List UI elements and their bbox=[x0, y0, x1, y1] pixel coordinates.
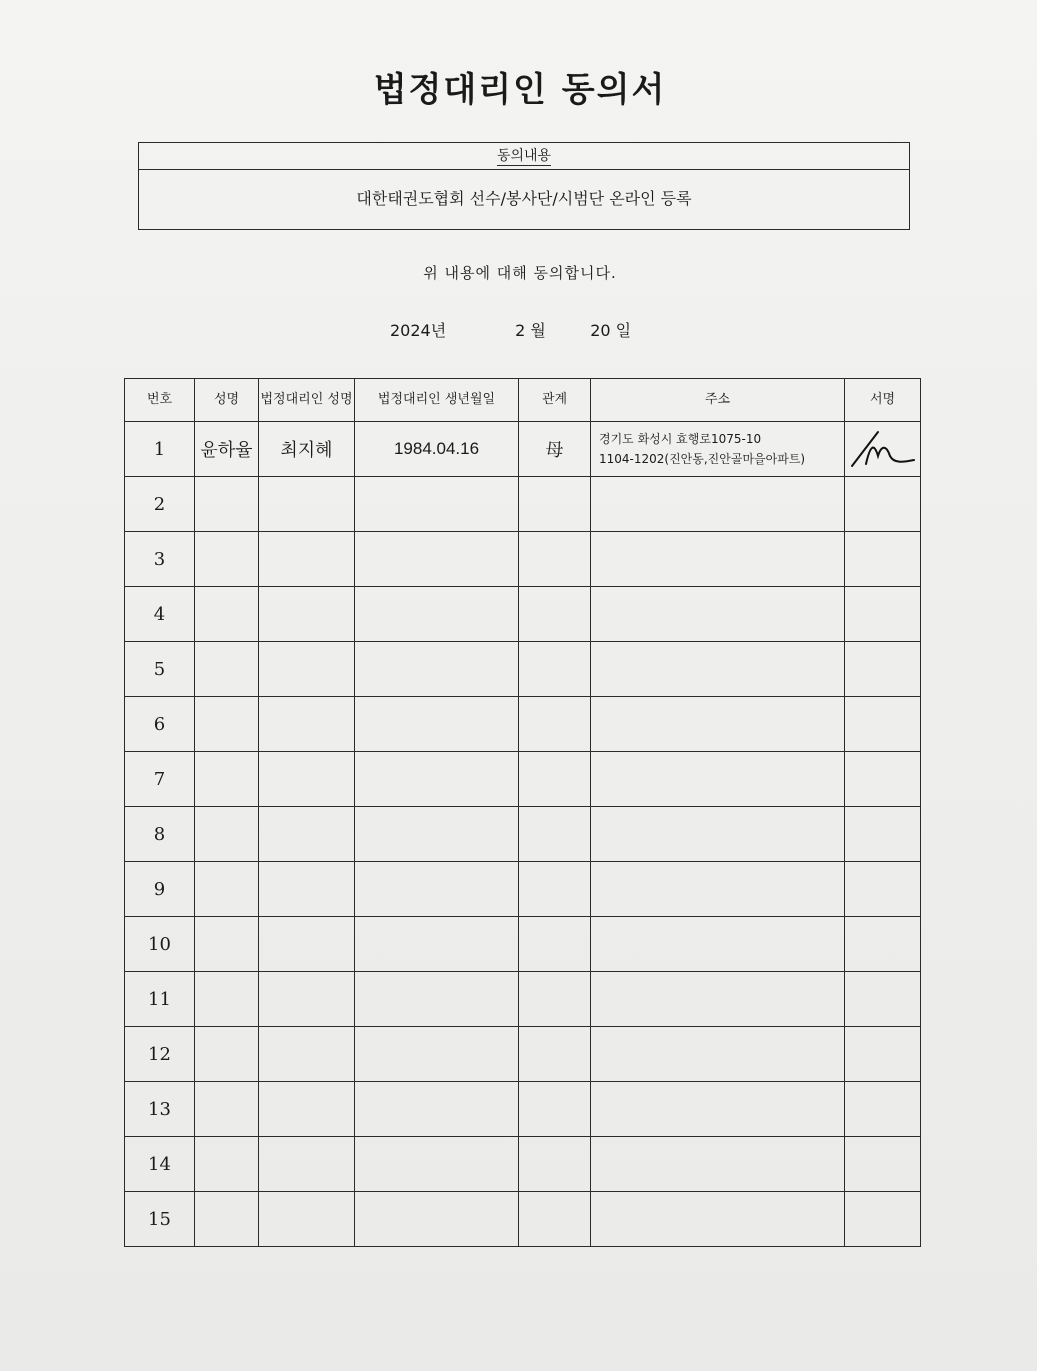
row-guardian-name bbox=[259, 532, 355, 587]
row-address bbox=[591, 477, 845, 532]
col-header-signature: 서명 bbox=[845, 379, 921, 422]
row-guardian-birth bbox=[355, 807, 519, 862]
col-header-guardian-birth: 법정대리인 생년월일 bbox=[355, 379, 519, 422]
row-signature bbox=[845, 917, 921, 972]
row-signature bbox=[845, 697, 921, 752]
row-number: 4 bbox=[125, 587, 195, 642]
table-row bbox=[125, 917, 921, 972]
row-relation bbox=[519, 1082, 591, 1137]
table-row bbox=[125, 807, 921, 862]
agreement-text: 위 내용에 대해 동의합니다. bbox=[423, 264, 617, 282]
row-relation bbox=[519, 587, 591, 642]
consent-header bbox=[139, 143, 909, 170]
row-name bbox=[195, 697, 259, 752]
row-signature bbox=[845, 1027, 921, 1082]
row-guardian-name bbox=[259, 697, 355, 752]
row-address bbox=[591, 1082, 845, 1137]
row-relation bbox=[519, 697, 591, 752]
row-name bbox=[195, 917, 259, 972]
date-year: 2024년 bbox=[390, 321, 447, 340]
consent-box bbox=[138, 142, 910, 230]
document-title: 법정대리인 동의서 bbox=[373, 70, 667, 110]
row-number: 5 bbox=[125, 642, 195, 697]
row-number: 9 bbox=[125, 862, 195, 917]
table-header-row bbox=[125, 379, 921, 422]
row-guardian-name bbox=[259, 587, 355, 642]
date-day: 20 일 bbox=[590, 321, 632, 340]
row-name: 윤하율 bbox=[195, 422, 259, 477]
row-address bbox=[591, 697, 845, 752]
row-guardian-birth bbox=[355, 1082, 519, 1137]
handwritten-signature bbox=[848, 426, 918, 472]
row-address bbox=[591, 752, 845, 807]
row-relation bbox=[519, 642, 591, 697]
row-relation bbox=[519, 1027, 591, 1082]
row-signature bbox=[845, 807, 921, 862]
consent-body: 대한태권도협회 선수/봉사단/시범단 온라인 등록 bbox=[356, 189, 692, 208]
row-address bbox=[591, 807, 845, 862]
row-guardian-name bbox=[259, 917, 355, 972]
row-number: 11 bbox=[125, 972, 195, 1027]
row-number: 2 bbox=[125, 477, 195, 532]
row-signature bbox=[845, 642, 921, 697]
table-row bbox=[125, 477, 921, 532]
row-guardian-birth bbox=[355, 1027, 519, 1082]
row-relation bbox=[519, 807, 591, 862]
row-guardian-birth bbox=[355, 752, 519, 807]
row-guardian-name bbox=[259, 642, 355, 697]
row-address bbox=[591, 422, 845, 477]
row-number: 12 bbox=[125, 1027, 195, 1082]
row-guardian-birth bbox=[355, 862, 519, 917]
row-signature bbox=[845, 752, 921, 807]
row-relation bbox=[519, 972, 591, 1027]
row-guardian-birth bbox=[355, 587, 519, 642]
address-line-2: 1104-1202(진안동,진안골마을아파트) bbox=[599, 452, 806, 466]
col-header-address: 주소 bbox=[591, 379, 845, 422]
row-name bbox=[195, 1192, 259, 1247]
row-relation bbox=[519, 752, 591, 807]
date-month: 2 월 bbox=[515, 321, 546, 340]
col-header-name: 성명 bbox=[195, 379, 259, 422]
row-relation bbox=[519, 1192, 591, 1247]
document-sheet bbox=[90, 0, 950, 1371]
table-row bbox=[125, 697, 921, 752]
row-relation bbox=[519, 532, 591, 587]
row-relation bbox=[519, 477, 591, 532]
row-guardian-name bbox=[259, 752, 355, 807]
row-name bbox=[195, 1137, 259, 1192]
row-guardian-birth bbox=[355, 972, 519, 1027]
row-guardian-birth bbox=[355, 477, 519, 532]
row-name bbox=[195, 532, 259, 587]
row-name bbox=[195, 972, 259, 1027]
row-address bbox=[591, 862, 845, 917]
row-address bbox=[591, 642, 845, 697]
row-guardian-birth bbox=[355, 642, 519, 697]
row-number: 7 bbox=[125, 752, 195, 807]
row-number: 1 bbox=[125, 422, 195, 477]
row-signature bbox=[845, 587, 921, 642]
row-guardian-name bbox=[259, 862, 355, 917]
row-signature bbox=[845, 1192, 921, 1247]
table-row bbox=[125, 642, 921, 697]
table-row bbox=[125, 422, 921, 477]
col-header-relation: 관계 bbox=[519, 379, 591, 422]
table-row bbox=[125, 587, 921, 642]
row-name bbox=[195, 642, 259, 697]
row-address bbox=[591, 1027, 845, 1082]
row-number: 13 bbox=[125, 1082, 195, 1137]
row-signature bbox=[845, 532, 921, 587]
row-relation: 母 bbox=[519, 422, 591, 477]
row-number: 3 bbox=[125, 532, 195, 587]
row-address bbox=[591, 972, 845, 1027]
row-guardian-name: 최지혜 bbox=[259, 422, 355, 477]
row-guardian-birth bbox=[355, 697, 519, 752]
row-address bbox=[591, 917, 845, 972]
row-name bbox=[195, 1082, 259, 1137]
row-name bbox=[195, 1027, 259, 1082]
date-line bbox=[390, 318, 650, 341]
table-row bbox=[125, 1137, 921, 1192]
col-header-guardian-name: 법정대리인 성명 bbox=[259, 379, 355, 422]
row-address bbox=[591, 587, 845, 642]
guardian-table bbox=[124, 378, 921, 1247]
row-signature bbox=[845, 972, 921, 1027]
row-guardian-birth: 1984.04.16 bbox=[355, 422, 519, 477]
row-address bbox=[591, 1192, 845, 1247]
table-row bbox=[125, 1027, 921, 1082]
address-line-1: 경기도 화성시 효행로1075-10 bbox=[599, 432, 762, 446]
table-row bbox=[125, 752, 921, 807]
row-name bbox=[195, 477, 259, 532]
table-row bbox=[125, 1082, 921, 1137]
row-signature bbox=[845, 1137, 921, 1192]
row-signature bbox=[845, 862, 921, 917]
row-guardian-birth bbox=[355, 1137, 519, 1192]
col-header-number: 번호 bbox=[125, 379, 195, 422]
row-guardian-birth bbox=[355, 917, 519, 972]
consent-header-label: 동의내용 bbox=[496, 148, 552, 164]
row-signature bbox=[845, 422, 921, 477]
row-name bbox=[195, 587, 259, 642]
row-guardian-name bbox=[259, 1137, 355, 1192]
row-guardian-name bbox=[259, 972, 355, 1027]
row-number: 6 bbox=[125, 697, 195, 752]
row-name bbox=[195, 807, 259, 862]
row-signature bbox=[845, 477, 921, 532]
row-number: 8 bbox=[125, 807, 195, 862]
row-relation bbox=[519, 1137, 591, 1192]
row-guardian-name bbox=[259, 477, 355, 532]
row-name bbox=[195, 862, 259, 917]
row-guardian-birth bbox=[355, 532, 519, 587]
table-row bbox=[125, 1192, 921, 1247]
table-row bbox=[125, 532, 921, 587]
row-relation bbox=[519, 917, 591, 972]
row-guardian-name bbox=[259, 1082, 355, 1137]
row-relation bbox=[519, 862, 591, 917]
row-address bbox=[591, 532, 845, 587]
row-number: 10 bbox=[125, 917, 195, 972]
row-number: 15 bbox=[125, 1192, 195, 1247]
row-number: 14 bbox=[125, 1137, 195, 1192]
row-guardian-name bbox=[259, 1027, 355, 1082]
row-signature bbox=[845, 1082, 921, 1137]
row-guardian-birth bbox=[355, 1192, 519, 1247]
row-name bbox=[195, 752, 259, 807]
row-guardian-name bbox=[259, 1192, 355, 1247]
table-row bbox=[125, 862, 921, 917]
row-guardian-name bbox=[259, 807, 355, 862]
row-address bbox=[591, 1137, 845, 1192]
table-row bbox=[125, 972, 921, 1027]
